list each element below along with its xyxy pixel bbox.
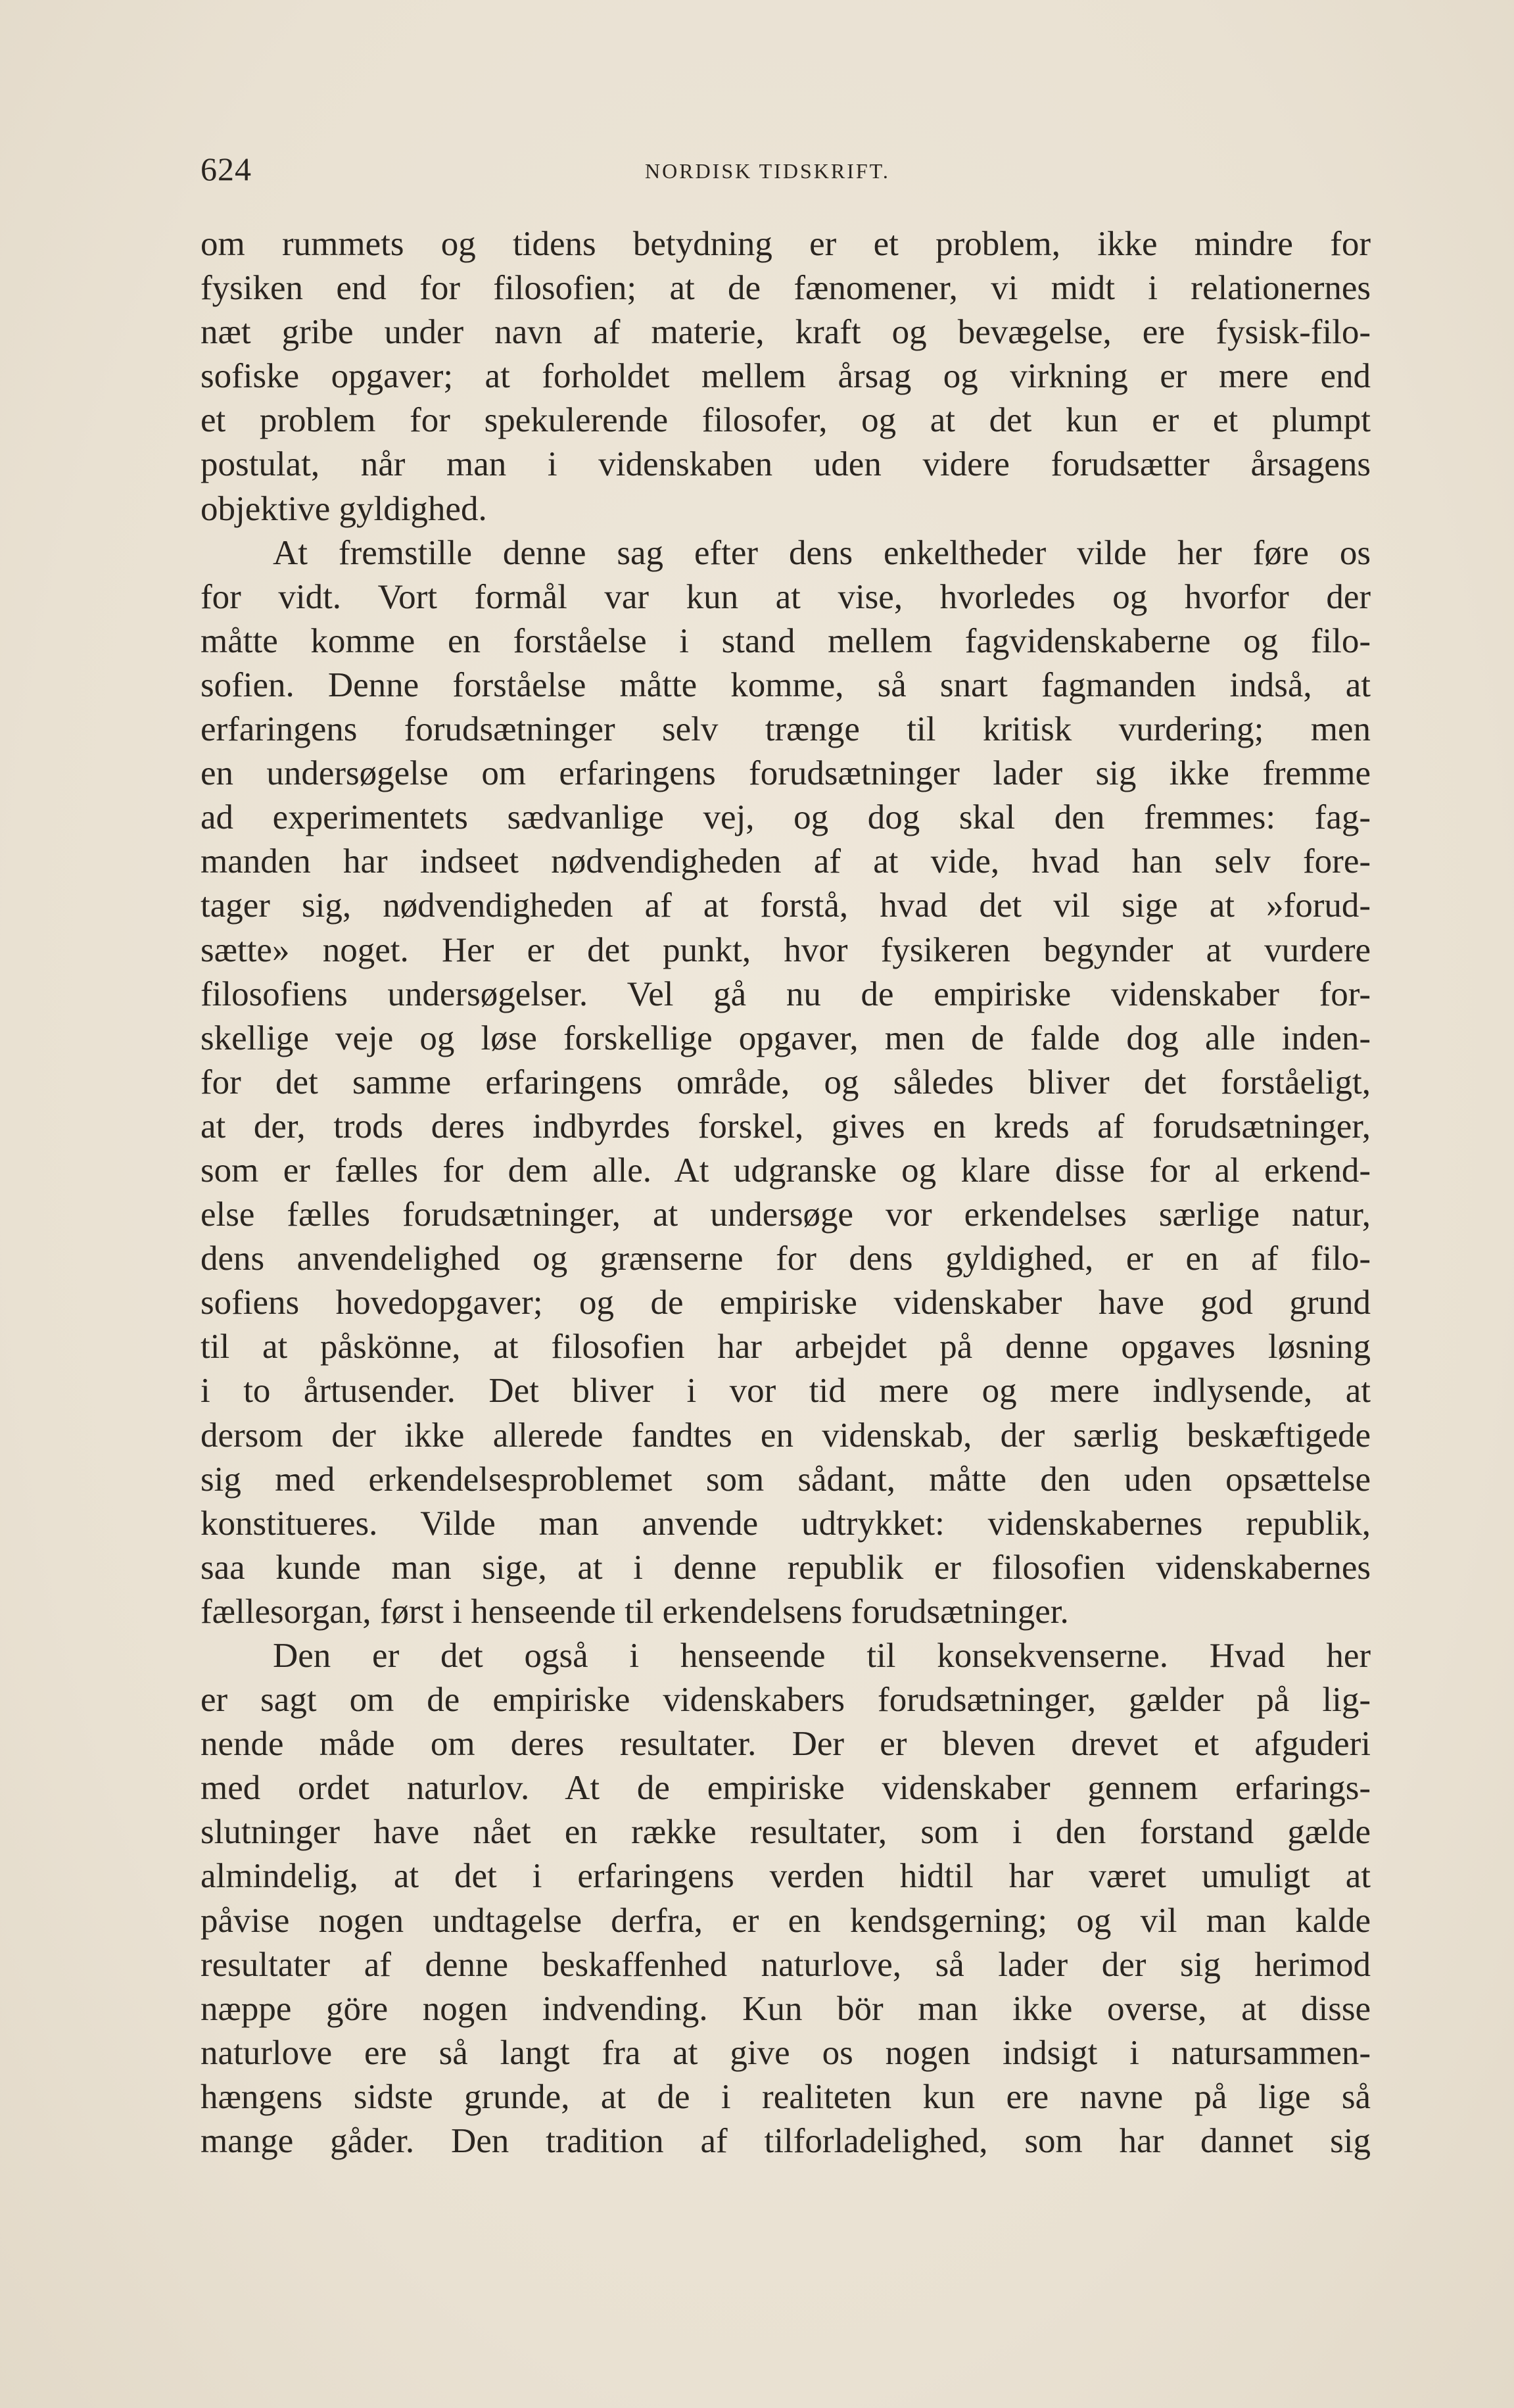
text-line: for det samme erfaringens område, og således bliver det forståeligt, [201, 1063, 1371, 1101]
text-line: erfaringens forudsætninger selv trænge til kritisk vurdering; men [201, 710, 1371, 749]
text-line: objektive gyldighed. [201, 489, 487, 528]
text-line: til at påskönne, at filosofien har arbejdet på denne opgaves løsning [201, 1328, 1371, 1366]
text-line: sig med erkendelsesproblemet som sådant, måtte den uden opsættelse [201, 1460, 1371, 1499]
text-line: at der, trods deres indbyrdes forskel, gives en kreds af forudsætninger, [201, 1107, 1371, 1145]
text-line: næppe göre nogen indvending. Kun bör man ikke overse, at disse [201, 1989, 1371, 2028]
text-line: mange gåder. Den tradition af tilforladelighed, som har dannet sig [201, 2122, 1371, 2161]
text-line: fysiken end for filosofien; at de fænomener, vi midt i relationernes [201, 269, 1371, 308]
text-line: almindelig, at det i erfaringens verden hidtil har været umuligt at [201, 1857, 1371, 1896]
text-line: måtte komme en forståelse i stand mellem fagvidenskaberne og filo- [201, 621, 1371, 660]
text-line: filosofiens undersøgelser. Vel gå nu de empiriske videnskaber for- [201, 975, 1371, 1013]
text-line: dersom der ikke allerede fandtes en videnskab, der særlig beskæftigede [201, 1416, 1371, 1455]
text-line: i to årtusender. Det bliver i vor tid mere og mere indlysende, at [201, 1372, 1371, 1410]
text-line: sætte» noget. Her er det punkt, hvor fysikeren begynder at vurdere [201, 930, 1371, 969]
text-line: hængens sidste grunde, at de i realiteten kun ere navne på lige så [201, 2077, 1371, 2116]
text-line: dens anvendelighed og grænserne for dens gyldighed, er en af filo- [201, 1240, 1371, 1278]
text-line: ad experimentets sædvanlige vej, og dog skal den fremmes: fag- [201, 798, 1371, 837]
journal-title: NORDISK TIDSKRIFT. [645, 159, 890, 183]
text-line: med ordet naturlov. At de empiriske videnskaber gennem erfarings- [201, 1769, 1371, 1808]
text-line: sofiens hovedopgaver; og de empiriske videnskaber have god grund [201, 1284, 1371, 1322]
page-number: 624 [201, 151, 252, 187]
text-line: et problem for spekulerende filosofer, og at det kun er et plumpt [201, 401, 1371, 440]
text-line: naturlove ere så langt fra at give os nogen indsigt i natursammen- [201, 2033, 1371, 2072]
text-line: resultater af denne beskaffenhed naturlove, så lader der sig herimod [201, 1945, 1371, 1984]
text-line: skellige veje og løse forskellige opgaver, men de falde dog alle inden- [201, 1019, 1371, 1057]
text-line: nende måde om deres resultater. Der er bleven drevet et afguderi [201, 1725, 1371, 1764]
paragraph-2 [201, 531, 1371, 1634]
text-line: Den er det også i henseende til konsekvenserne. Hvad her [273, 1637, 1371, 1675]
text-line: påvise nogen undtagelse derfra, er en kendsgerning; og vil man kalde [201, 1901, 1371, 1940]
text-line: om rummets og tidens betydning er et problem, ikke mindre for [201, 225, 1371, 263]
text-line: sofien. Denne forståelse måtte komme, så snart fagmanden indså, at [201, 665, 1371, 704]
paragraph-3 [201, 1634, 1371, 2163]
body-text [201, 222, 1371, 2163]
text-line: At fremstille denne sag efter dens enkeltheder vilde her føre os [273, 533, 1371, 572]
text-line: en undersøgelse om erfaringens forudsætninger lader sig ikke fremme [201, 754, 1371, 793]
text-line: manden har indseet nødvendigheden af at vide, hvad han selv fore- [201, 842, 1371, 881]
text-line: er sagt om de empiriske videnskabers forudsætninger, gælder på lig- [201, 1681, 1371, 1720]
text-line: fællesorgan, først i henseende til erkendelsens forudsætninger. [201, 1592, 1069, 1631]
text-line: slutninger have nået en række resultater, som i den forstand gælde [201, 1813, 1371, 1852]
text-line: for vidt. Vort formål var kun at vise, hvorledes og hvorfor der [201, 577, 1371, 616]
text-line: saa kunde man sige, at i denne republik er filosofien videnskabernes [201, 1548, 1371, 1587]
text-line: postulat, når man i videnskaben uden videre forudsætter årsagens [201, 445, 1371, 484]
paragraph-1 [201, 222, 1371, 531]
text-line: næt gribe under navn af materie, kraft og bevægelse, ere fysisk-filo- [201, 313, 1371, 352]
text-line: sofiske opgaver; at forholdet mellem årsag og virkning er mere end [201, 357, 1371, 396]
page-header [201, 150, 1371, 189]
text-line: else fælles forudsætninger, at undersøge vor erkendelses særlige natur, [201, 1195, 1371, 1234]
text-line: tager sig, nødvendigheden af at forstå, hvad det vil sige at »forud- [201, 886, 1371, 925]
text-line: konstitueres. Vilde man anvende udtrykket: videnskabernes republik, [201, 1504, 1371, 1543]
text-line: som er fælles for dem alle. At udgranske og klare disse for al erkend- [201, 1151, 1371, 1190]
